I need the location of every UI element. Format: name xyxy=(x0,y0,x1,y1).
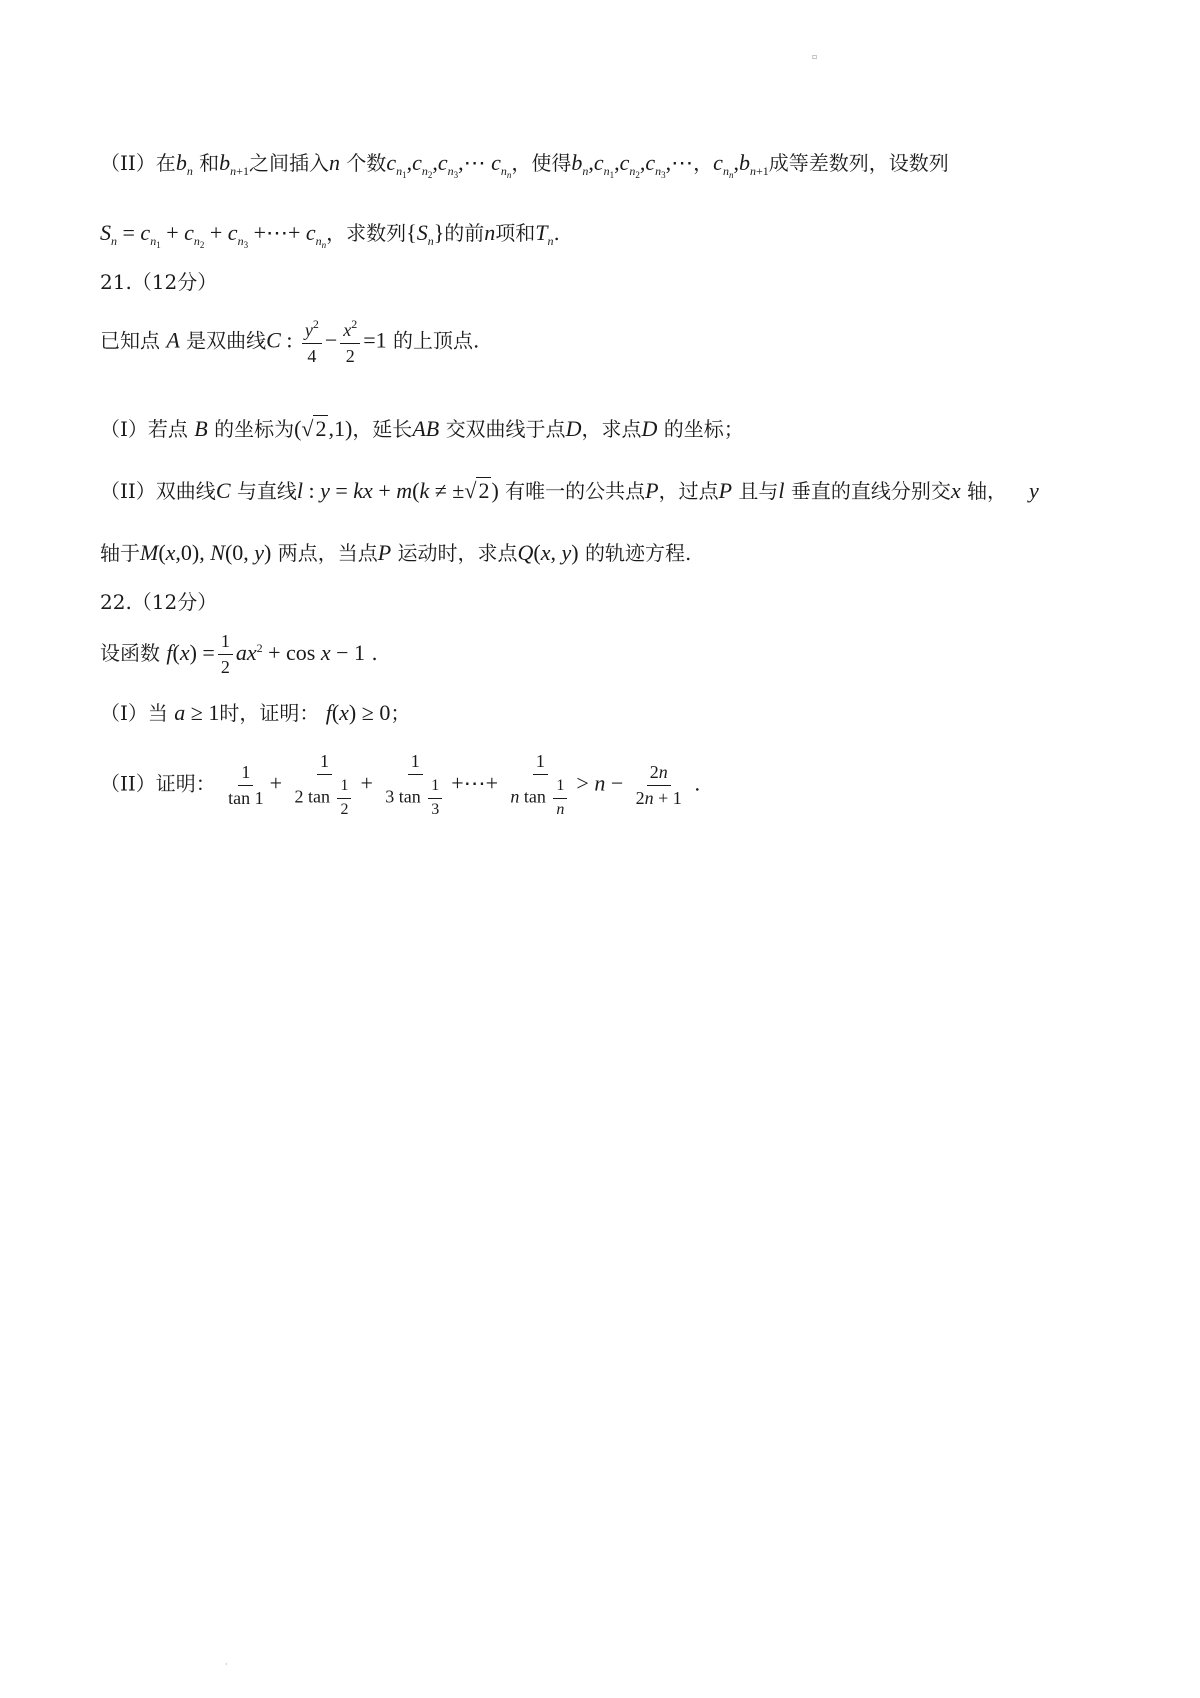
fraction-1-over-3tan-third: 1 3 tan $\frac{1}{3}$ xyxy=(382,752,448,818)
fraction-2n-over-2n-plus-1: $\frac{2n}{2n + 1}$ xyxy=(635,761,682,808)
stray-mark-bottom: · xyxy=(225,1660,228,1669)
q21-part1: （I）若点 B 的坐标为(√2,1)，延长AB 交双曲线于点D，求点D 的坐标； xyxy=(100,416,744,441)
fraction-1-over-tan1: $\frac{1}{\tan 1}$ xyxy=(228,761,264,808)
q21-header: 21.（12分） xyxy=(100,270,218,294)
fraction-one-half: $\frac{1}{2}$ xyxy=(218,632,233,677)
q20-part2-line1: （II）在$b_n$ 和$b_{n+1}$之间插入n 个数$c_{n_1},c_{n_2},c_{n_3},\cdots$ $c_{n_n}$，使得$b_n,c_{n_1},c_{n_2},c_{n_3},\cdots$，$c_{n_n},b_{n+1}$成等差数列，设数列 xyxy=(100,150,949,180)
q20-part2-line2: $S_n = c_{n_1} + c_{n_2} + c_{n_3}$ +⋯+ $c_{n_n}$，求数列$\{S_n\}$的前n项和$T_n$. xyxy=(100,220,560,250)
q22-header: 22.（12分） xyxy=(100,590,218,614)
q22-part2: （II）证明： $\frac{1}{\tan 1}$ + 1 2 tan $\frac{1}{2}$ + 1 3 tan $\frac{1}{3}$ +⋯+ 1 n tan $\frac{1}{n}$ > n − $\frac{2n}{2n + 1}$ . xyxy=(100,751,701,818)
q21-intro: 已知点 A 是双曲线C : $\frac{y^2}{4}$ − $\frac{x^2}{2}$ =1 的上顶点. xyxy=(100,317,480,366)
q22-part1: （I）当 a ≥ 1时，证明： f(x) ≥ 0； xyxy=(100,700,411,725)
fraction-x2-over-2: $\frac{x^2}{2}$ xyxy=(340,318,360,366)
q22-intro: 设函数 f(x) = $\frac{1}{2}$ $ax^2 + \cos x - 1$ . xyxy=(100,631,378,677)
stray-mark-top: ▫ xyxy=(812,52,818,61)
q21-part2-line2: 轴于M(x,0), N(0, y) 两点，当点P 运动时，求点Q(x, y) 的轨迹方程. xyxy=(100,540,692,565)
fraction-y2-over-4: $\frac{y^2}{4}$ xyxy=(302,318,322,366)
fraction-1-over-2tan-half: 1 2 tan $\frac{1}{2}$ xyxy=(291,752,357,818)
fraction-1-over-ntan-1n: 1 n tan $\frac{1}{n}$ xyxy=(507,752,573,818)
q21-part2-line1: （II）双曲线C 与直线l : y = kx + m(k ≠ ±√2) 有唯一的公共点P，过点P 且与l 垂直的直线分别交x 轴， y xyxy=(100,478,1039,503)
